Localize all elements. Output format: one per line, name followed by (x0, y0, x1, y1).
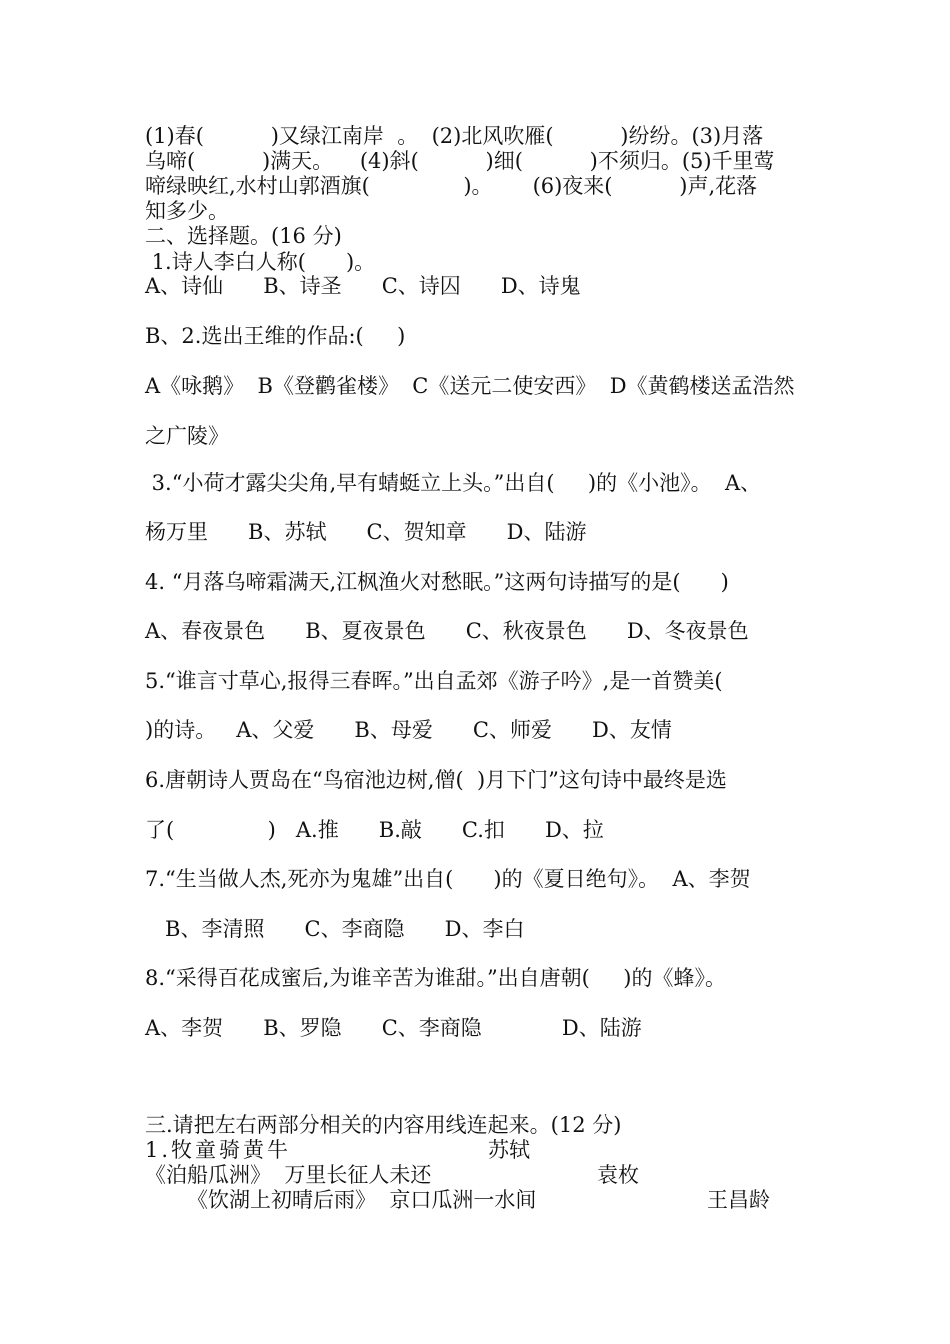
question-5-a: 5.“谁言寸草心,报得三春晖。”出自孟郊《游子吟》,是一首赞美( (145, 669, 723, 693)
question-5-b: )的诗。 A、父爱 B、母爱 C、师爱 D、友情 (145, 718, 672, 742)
question-7-a: 7.“生当做人杰,死亦为鬼雄”出自( )的《夏日绝句》。 A、李贺 (145, 867, 751, 891)
question-1: 1.诗人李白人称( )。 (145, 250, 376, 274)
match-row-2-left: 《泊船瓜洲》 万里长征人未还 (145, 1163, 432, 1187)
question-3-a: 3.“小荷才露尖尖角,早有蜻蜓立上头。”出自( )的《小池》。 A、 (145, 471, 762, 495)
question-2-options-b: 之广陵》 (145, 424, 229, 448)
match-row-3-left: 《饮湖上初晴后雨》 京口瓜洲一水间 (187, 1188, 537, 1212)
match-row-1-left: 1.牧童骑黄牛 (145, 1138, 292, 1162)
question-4: 4. “月落乌啼霜满天,江枫渔火对愁眠。”这两句诗描写的是( ) (145, 570, 729, 594)
question-2: B、2.选出王维的作品:( ) (145, 324, 406, 348)
fill-in-line-4: 知多少。 (145, 199, 229, 223)
question-6-b: 了( ) A.推 B.敲 C.扣 D、拉 (145, 818, 604, 842)
question-6-a: 6.唐朝诗人贾岛在“鸟宿池边树,僧( )月下门”这句诗中最终是选 (145, 768, 727, 792)
question-7-b: B、李清照 C、李商隐 D、李白 (145, 917, 525, 941)
fill-in-line-1: (1)春( )又绿江南岸 。 (2)北风吹雁( )纷纷。(3)月落 (145, 124, 764, 148)
match-row-3-right: 王昌龄 (707, 1188, 770, 1212)
question-3-b: 杨万里 B、苏轼 C、贺知章 D、陆游 (145, 520, 587, 544)
section-3-heading: 三.请把左右两部分相关的内容用线连起来。(12 分) (145, 1113, 622, 1137)
match-row-2-right: 袁枚 (597, 1163, 639, 1187)
match-row-1-right: 苏轼 (488, 1138, 530, 1162)
fill-in-line-2: 乌啼( )满天。 (4)斜( )细( )不须归。(5)千里莺 (145, 149, 775, 173)
question-2-options-a: A《咏鹅》 B《登鹳雀楼》 C《送元二使安西》 D《黄鹤楼送孟浩然 (145, 374, 795, 398)
question-8-options: A、李贺 B、罗隐 C、李商隐 D、陆游 (145, 1016, 642, 1040)
section-2-heading: 二、选择题。(16 分) (145, 224, 342, 248)
question-4-options: A、春夜景色 B、夏夜景色 C、秋夜景色 D、冬夜景色 (145, 619, 749, 643)
fill-in-line-3: 啼绿映红,水村山郭酒旗( )。 (6)夜来( )声,花落 (145, 174, 758, 198)
question-1-options: A、诗仙 B、诗圣 C、诗囚 D、诗鬼 (145, 274, 581, 298)
question-8: 8.“采得百花成蜜后,为谁辛苦为谁甜。”出自唐朝( )的《蜂》。 (145, 966, 726, 990)
